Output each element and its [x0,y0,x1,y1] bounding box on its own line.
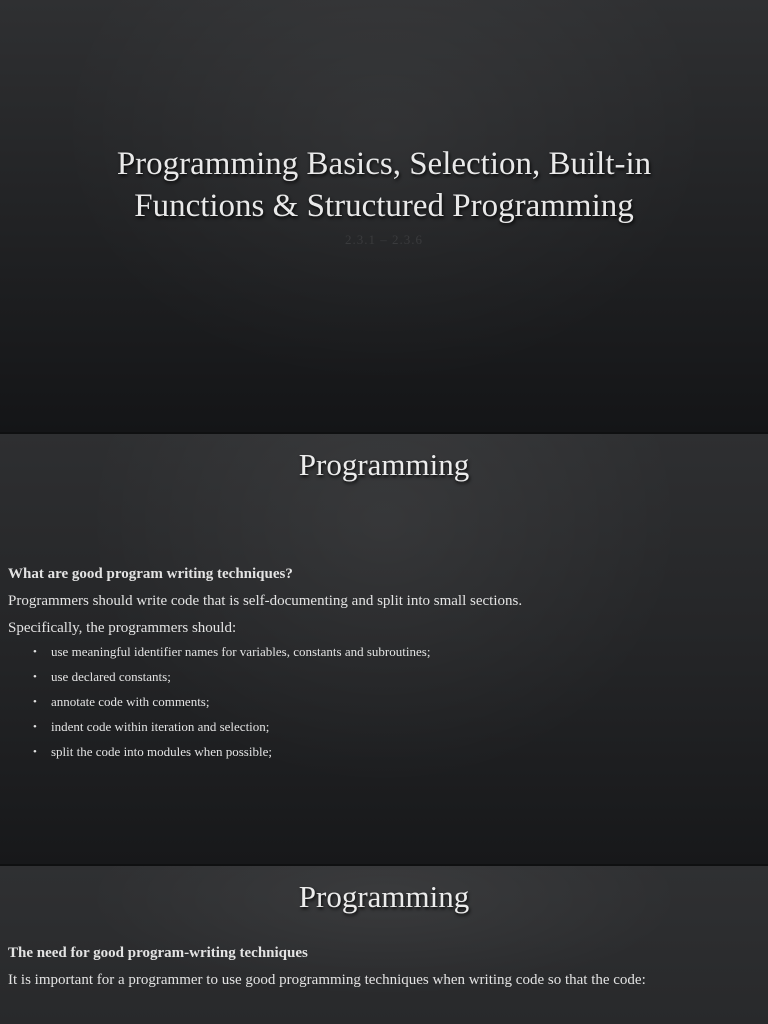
body-paragraph: Programmers should write code that is self-documenting and split into small sections. [8,593,523,609]
section-heading: What are good program writing techniques? [8,566,293,582]
list-item-text: use meaningful identifier names for variables, constants and subroutines; [51,644,431,659]
programming-slide-1 [0,434,768,864]
presentation-title [40,143,728,227]
bullet-icon: • [33,646,37,658]
list-item-text: split the code into modules when possible; [51,744,272,759]
list-item [33,669,748,685]
list-item-text: use declared constants; [51,669,171,684]
presentation-title-line-1: Programming Basics, Selection, Built-in [116,146,652,182]
list-item [33,694,748,710]
slide-title: Programming [298,447,470,482]
list-item [33,644,748,660]
list-item-text: indent code within iteration and selection; [51,719,270,734]
slide-body [8,943,748,990]
title-slide [0,0,768,432]
bullet-icon: • [33,696,37,708]
body-paragraph: It is important for a programmer to use good programming techniques when writing code so that the code: [8,972,646,988]
body-paragraph: Specifically, the programmers should: [8,620,237,636]
list-item [33,719,748,735]
slide-title: Programming [298,879,470,914]
list-item [33,744,748,760]
bullet-icon: • [33,746,37,758]
presentation-title-line-2: Functions & Structured Programming [134,188,634,224]
bullet-icon: • [33,721,37,733]
slide-body [8,564,748,769]
bullet-list [8,644,748,760]
section-heading: The need for good program-writing techniques [8,945,308,961]
presentation-subtitle: 2.3.1 – 2.3.6 [345,232,423,247]
list-item-text: annotate code with comments; [51,694,210,709]
programming-slide-2 [0,866,768,1024]
bullet-icon: • [33,671,37,683]
